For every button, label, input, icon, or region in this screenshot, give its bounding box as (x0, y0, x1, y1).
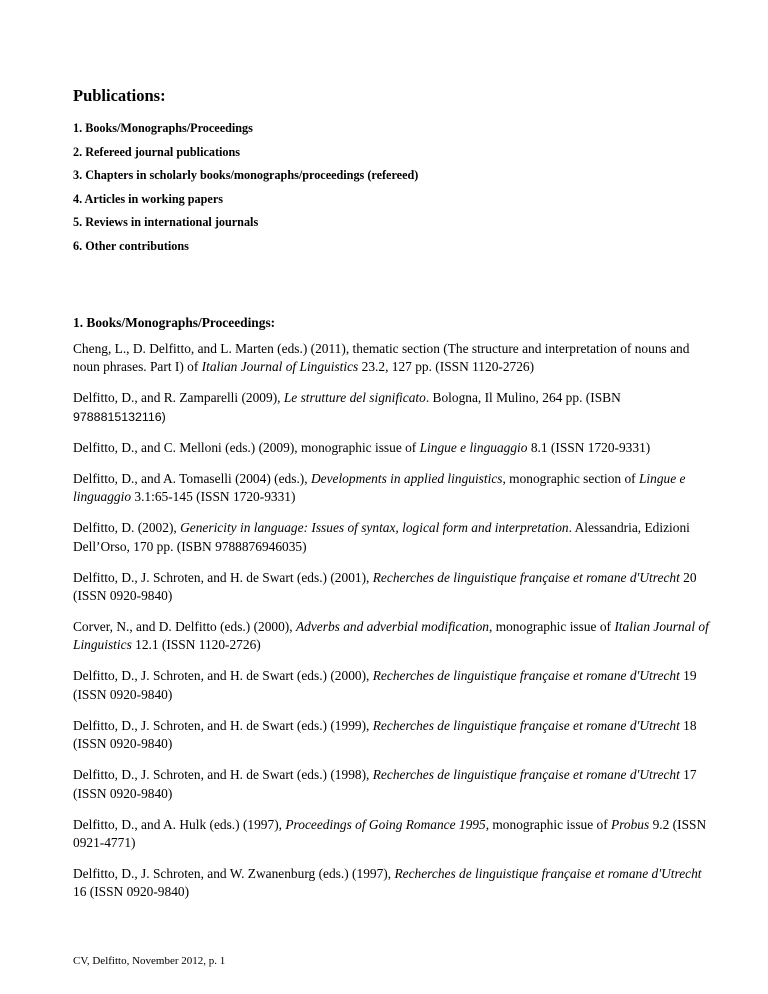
reference-entry: Delfitto, D., J. Schroten, and W. Zwanenburg (eds.) (1997), Recherches de linguistique française et romane d'Utrecht 16 (ISSN 0920-9840) (73, 866, 702, 900)
reference-entry: Delfitto, D., J. Schroten, and H. de Swart (eds.) (1999), Recherches de linguistique française et romane d'Utrecht 18 (ISSN 0920-9840) (73, 717, 697, 752)
page-title: Publications: (73, 86, 166, 105)
reference-entry: Delfitto, D., and A. Tomaselli (2004) (eds.), Developments in applied linguistics, monographic section of Lingue e linguaggio 3.1:65-145 (ISSN 1720-9331) (73, 470, 686, 505)
reference-entry: Delfitto, D., J. Schroten, and H. de Swart (eds.) (2000), Recherches de linguistique française et romane d'Utrecht 19 (ISSN 0920-9840) (73, 668, 697, 702)
reference-entry: Delfitto, D., J. Schroten, and H. de Swart (eds.) (1998), Recherches de linguistique française et romane d'Utrecht 17 (ISSN 0920-9840) (73, 767, 697, 801)
reference-entry: Cheng, L., D. Delfitto, and L. Marten (eds.) (2011), thematic section (The structure and interpretation of nouns and noun phrases. Part I) of Italian Journal of Linguistics 23.2, 127 pp. (ISSN 1120-2726) (73, 341, 690, 375)
toc-item: 3. Chapters in scholarly books/monographs/proceedings (refereed) (73, 168, 419, 183)
reference-entry: Delfitto, D. (2002), Genericity in language: Issues of syntax, logical form and interpretation. Alessandria, Edizioni Dell’Orso, 170 pp. (ISBN 9788876946035) (73, 520, 690, 554)
toc-item: 6. Other contributions (73, 238, 189, 253)
reference-entry: Delfitto, D., and R. Zamparelli (2009), Le strutture del significato. Bologna, Il Mulino, 264 pp. (ISBN 9788815132116) (73, 390, 621, 424)
reference-entry: Delfitto, D., and C. Melloni (eds.) (2009), monographic issue of Lingue e linguaggio 8.1 (ISSN 1720-9331) (73, 439, 651, 455)
reference-entry: Delfitto, D., J. Schroten, and H. de Swart (eds.) (2001), Recherches de linguistique française et romane d'Utrecht 20 (ISSN 0920-9840) (73, 569, 697, 604)
page-footer: CV, Delfitto, November 2012, p. 1 (73, 955, 226, 967)
section-heading: 1. Books/Monographs/Proceedings: (73, 315, 276, 330)
toc-item: 2. Refereed journal publications (73, 144, 241, 159)
toc-item: 5. Reviews in international journals (73, 215, 259, 230)
reference-entry: Corver, N., and D. Delfitto (eds.) (2000), Adverbs and adverbial modification, monographic issue of Italian Journal of Linguistics 12.1 (ISSN 1120-2726) (73, 619, 709, 653)
table-of-contents (73, 121, 418, 263)
reference-entry: Delfitto, D., and A. Hulk (eds.) (1997), Proceedings of Going Romance 1995, monographic issue of Probus 9.2 (ISSN 0921-4771) (73, 816, 707, 851)
reference-list (73, 340, 713, 914)
toc-item: 4. Articles in working papers (73, 191, 223, 206)
toc-item: 1. Books/Monographs/Proceedings (73, 121, 253, 135)
